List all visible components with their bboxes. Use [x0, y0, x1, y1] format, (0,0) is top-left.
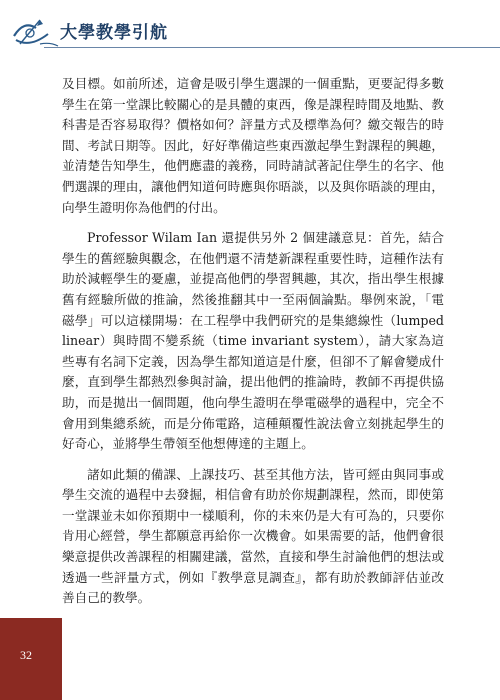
paragraph-2: Professor Wilam Ian 還提供另外 2 個建議意見：首先，結合學生的舊經驗與觀念，在他們還不清楚新課程重要性時，這種作法有助於減輕學生的憂慮，並提高他們的學習興趣，其次，指出學生根據舊有經驗所做的推論，然後推翻其中一至兩個論點。舉例來說，「電磁學」可以這樣開場：在工程學中我們研究的是集總線性（lumped linear）與時間不變系統（time invariant system），請大家為這些專有名詞下定義，因為學生都知道這是什麼，但卻不了解會變成什麼，直到學生都熱烈參與討論，提出他們的推論時，教師不再提供協助，而是拋出一個問題，他向學生證明在學電磁學的過程中，完全不會用到集總系統，而是分佈電路，這種顛覆性說法會立刻挑起學生的好奇心，並將學生帶領至他想傳達的主題上。 — [62, 230, 444, 452]
header-divider — [44, 47, 500, 48]
paragraph-3: 諸如此類的備課、上課技巧、甚至其他方法，皆可經由與同事或學生交流的過程中去發掘，相信會有助於你規劃課程，然而，即使第一堂課並未如你預期中一樣順利，你的未來仍是大有可為的，只要你肯用心經營，學生都願意再給你一次機會。如果需要的話，他們會很樂意提供改善課程的相關建議，當然，直接和學生討論他們的想法或透過一些評量方式，例如『教學意見調查』，都有助於教師評估並改善自己的教學。 — [62, 466, 444, 606]
page-number: 32 — [20, 648, 32, 662]
page-body — [62, 74, 444, 619]
page-number-tab — [0, 618, 62, 700]
paragraph-1: 及目標。如前所述，這會是吸引學生選課的一個重點，更要記得多數學生在第一堂課比較關心的是具體的東西，像是課程時間及地點、教科書是否容易取得？價格如何？評量方式及標準為何？繳交報告的時間、考試日期等。因此，好好準備這些東西激起學生對課程的興趣，並清楚告知學生，他們應盡的義務，同時請試著記住學生的名字、他們選課的理由，讓他們知道何時應與你晤談，以及與你晤談的理由，向學生證明你為他們的付出。 — [62, 76, 444, 215]
compass-ship-logo-icon — [10, 14, 60, 54]
book-title: 大學教學引航 — [60, 23, 168, 43]
page-header — [0, 0, 500, 62]
